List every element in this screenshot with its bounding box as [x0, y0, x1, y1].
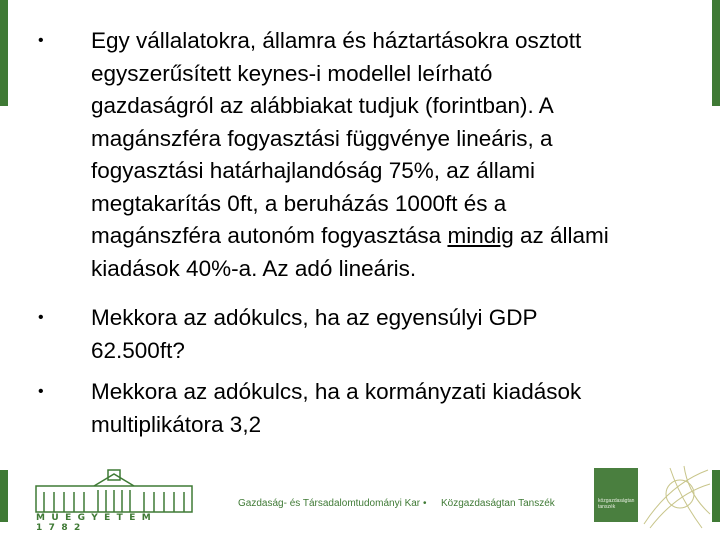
text-segment: az állami [513, 223, 609, 248]
text-line: multiplikátora 3,2 [91, 411, 262, 437]
department-name: Közgazdaságtan Tanszék [441, 498, 555, 509]
underlined-word: mindig [447, 223, 514, 248]
university-building-icon [34, 468, 194, 516]
text-line: magánszféra fogyasztási függvénye lineáris, a [91, 125, 553, 151]
bullet-text [91, 302, 691, 367]
text-line: Mekkora az adókulcs, ha az egyensúlyi GDP [91, 305, 538, 330]
bullet-marker: • [38, 32, 44, 49]
text-line: Egy vállalatokra, államra és háztartásokra osztott [91, 28, 582, 53]
department-logo-box [594, 468, 638, 522]
bullet-text [91, 25, 691, 285]
university-logo-text: MŰEGYETEM 1782 [36, 513, 158, 533]
text-line: Mekkora az adókulcs, ha a kormányzati kiadások [91, 379, 582, 404]
bullet-marker: • [38, 383, 44, 400]
department-logo-line: tanszék [598, 504, 616, 510]
bullet-text [91, 376, 691, 441]
decorative-curves-icon [640, 464, 712, 530]
text-line: fogyasztási határhajlandóság 75%, az állami [91, 158, 536, 183]
text-segment: magánszféra autonóm fogyasztása [91, 223, 448, 248]
footer-separator: • [423, 498, 427, 509]
text-line [91, 220, 691, 253]
faculty-name: Gazdaság- és Társadalomtudományi Kar [238, 498, 421, 509]
footer [0, 462, 720, 540]
department-logo-line: közgazdaságtan [598, 498, 635, 504]
text-line: megtakarítás 0ft, a beruházás 1000ft és a [91, 190, 507, 216]
text-line: egyszerűsített keynes-i modellel leírható [91, 60, 493, 86]
text-line: 62.500ft? [91, 337, 185, 363]
bullet-marker: • [38, 309, 44, 326]
text-line: kiadások 40%-a. Az adó lineáris. [91, 255, 417, 281]
department-logo-text [598, 498, 638, 510]
text-line: gazdaságról az alábbiakat tudjuk (forintban). A [91, 93, 554, 118]
right-top-accent-bar [712, 0, 720, 106]
left-top-accent-bar [0, 0, 8, 106]
